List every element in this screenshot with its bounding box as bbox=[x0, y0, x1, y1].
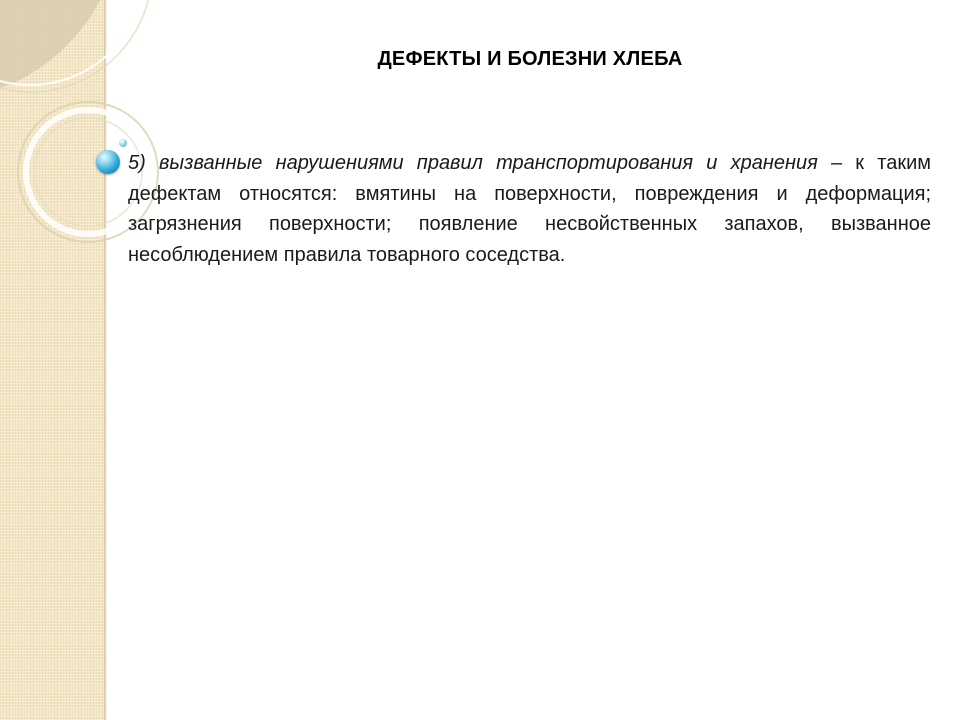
body-paragraph bbox=[128, 148, 931, 270]
paragraph-rest: к таким дефектам относятся: вмятины на поверхности, повреждения и деформация; загрязнения поверхности; появление несвойственных запахов, вызванное несоблюдением правила товарного соседства. bbox=[128, 152, 931, 266]
small-sphere-icon bbox=[119, 139, 127, 147]
paragraph-lead: 5) вызванные нарушениями правил транспортирования и хранения – bbox=[128, 152, 843, 174]
sphere-bullet-icon bbox=[96, 150, 120, 174]
slide-title: ДЕФЕКТЫ И БОЛЕЗНИ ХЛЕБА bbox=[377, 48, 683, 70]
